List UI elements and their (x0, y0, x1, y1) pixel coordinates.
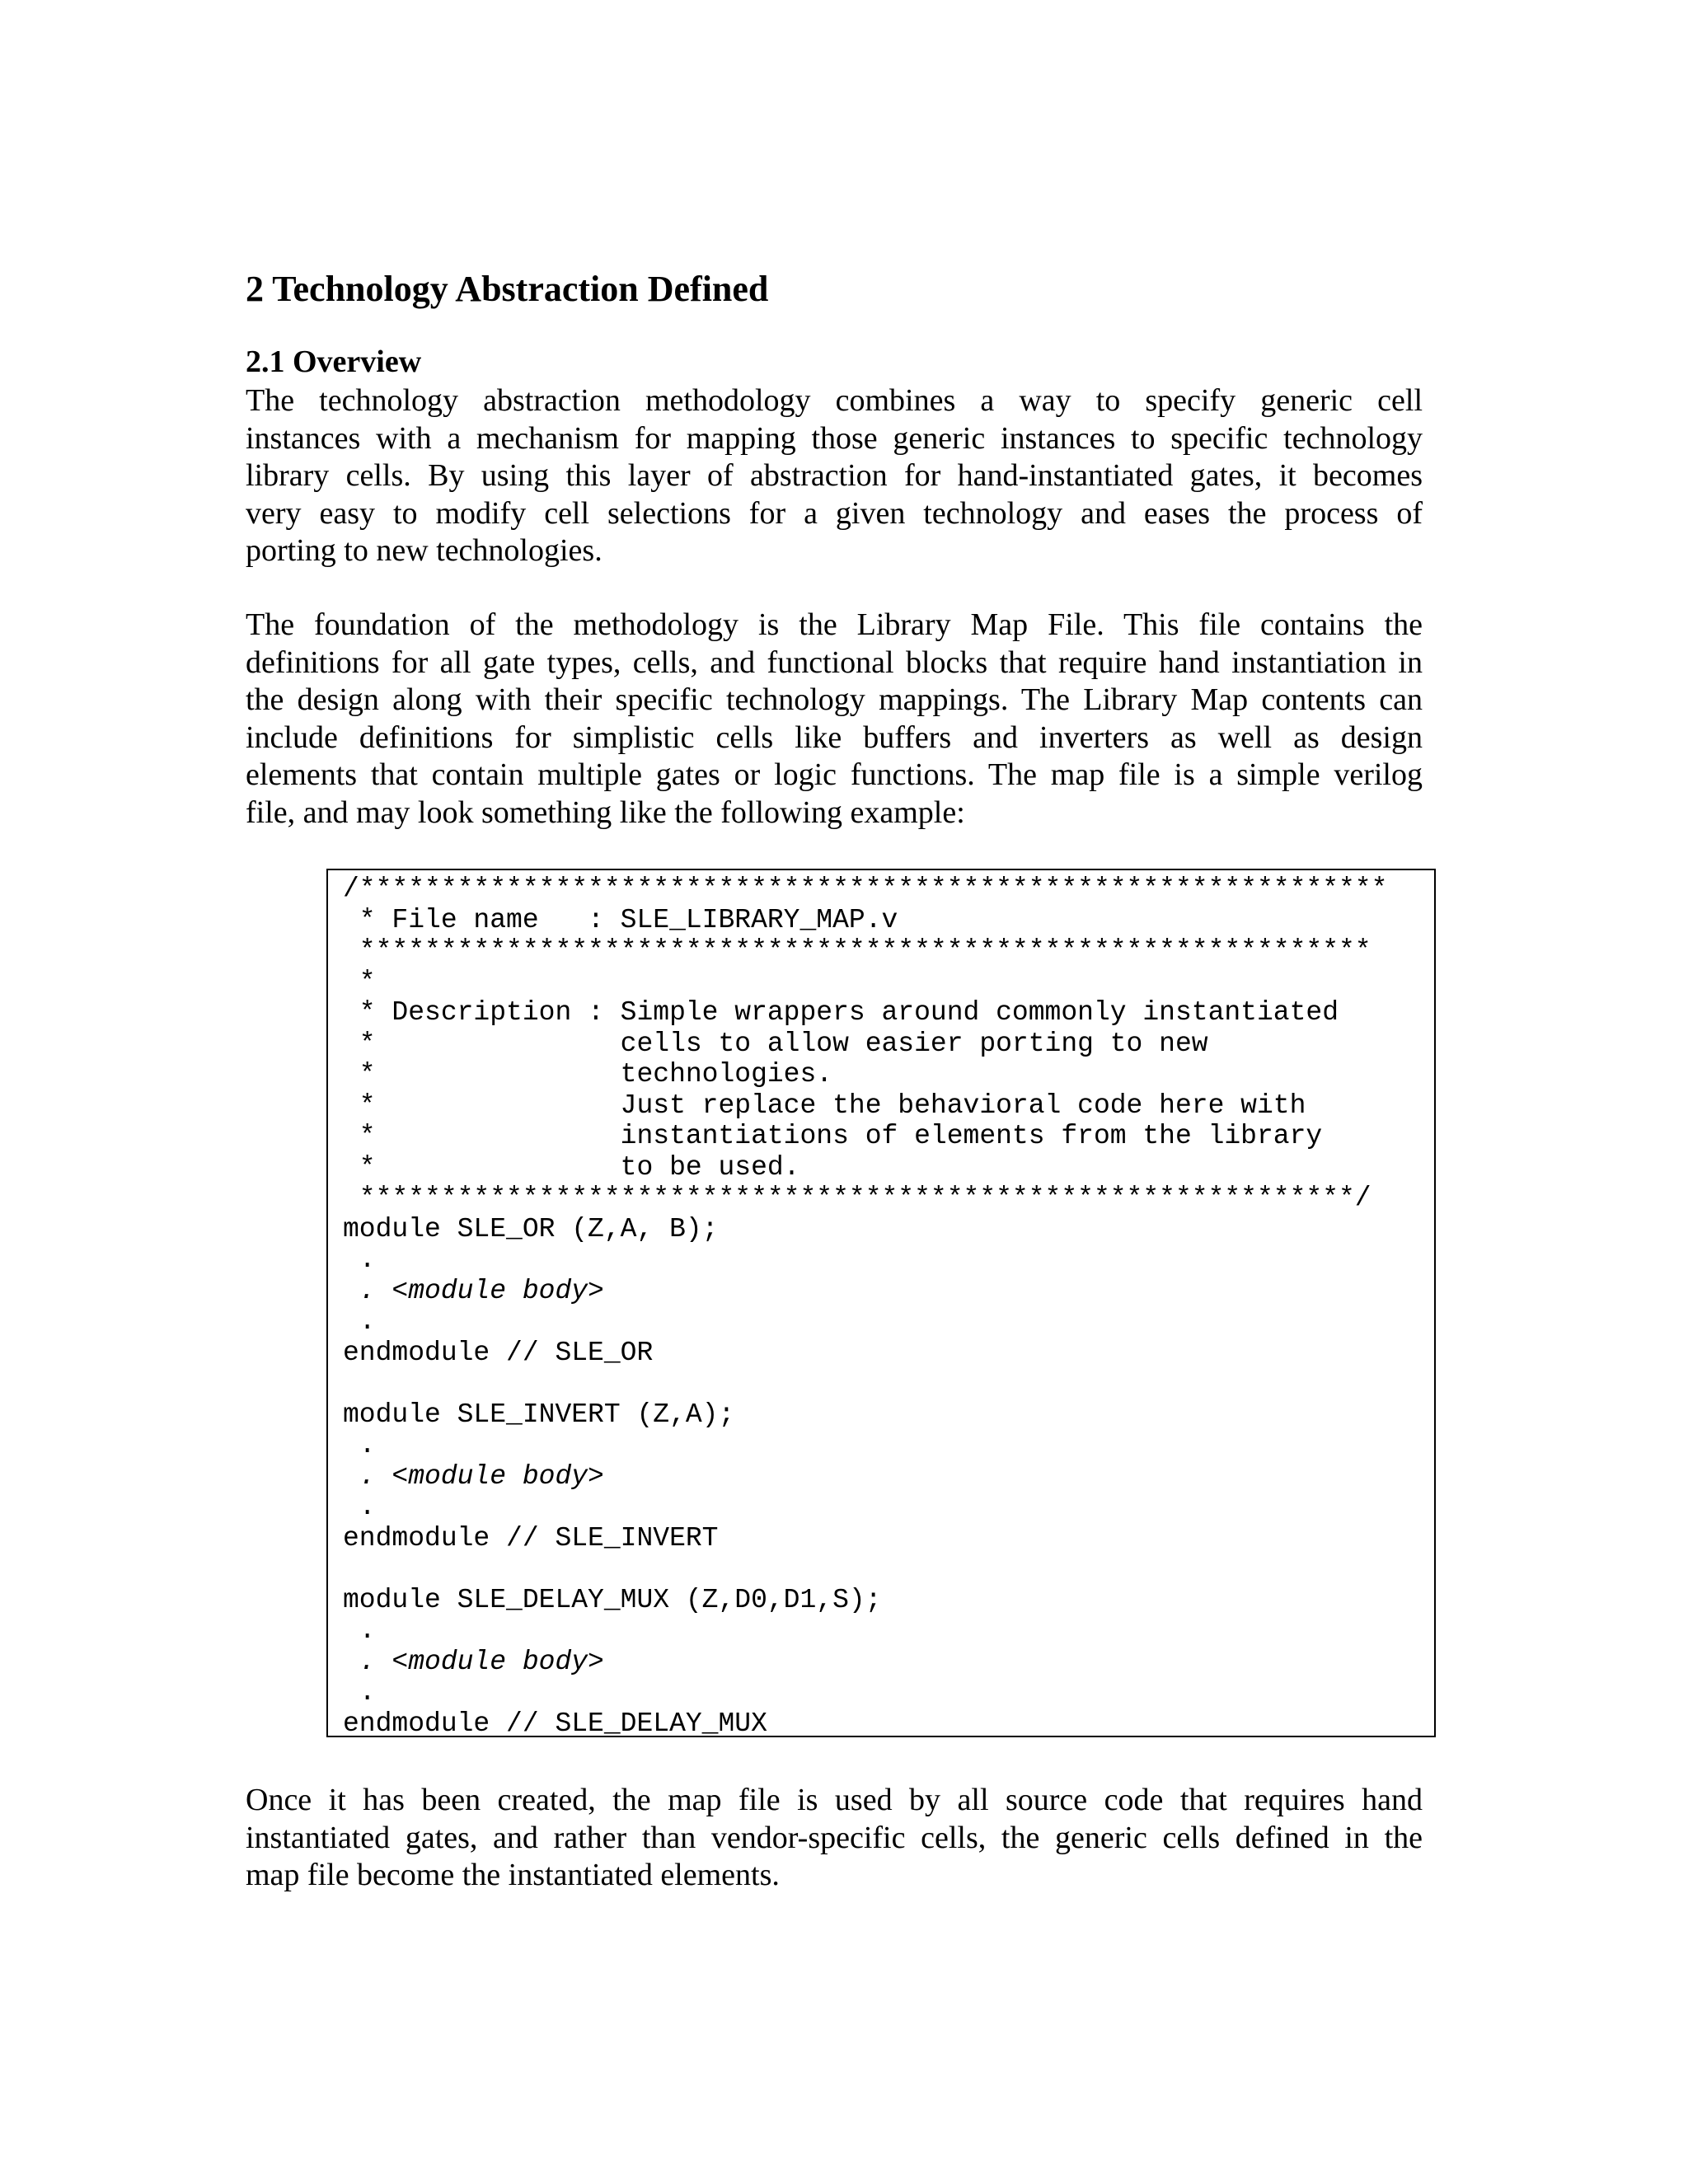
paragraph-line: The foundation of the methodology is the Library Map File. This file contains the (246, 607, 1423, 642)
code-line: *************************************************************/ (343, 1183, 1372, 1213)
code-line: . (343, 1430, 376, 1460)
code-line: . (343, 1244, 376, 1275)
paragraph-line: file, and may look something like the following example: (246, 794, 965, 830)
code-line: endmodule // SLE_INVERT (343, 1522, 719, 1554)
code-line: /*************************************************************** (343, 874, 1388, 904)
paragraph-line: porting to new technologies. (246, 533, 603, 569)
code-line: . (343, 1492, 376, 1522)
code-line: * (343, 966, 376, 997)
code-line (343, 1368, 1387, 1399)
paragraph-line: map file become the instantiated elements. (246, 1858, 780, 1893)
paragraph-line: instances with a mechanism for mapping those generic instances to specific technology (246, 420, 1423, 456)
code-line: . (343, 1615, 376, 1646)
code-line: * Description : Simple wrappers around commonly instantiated (343, 997, 1339, 1028)
paragraph-line: The technology abstraction methodology combines a way to specify generic cell (246, 383, 1423, 418)
code-example-box (326, 869, 1436, 1737)
code-line: module SLE_OR (Z,A, B); (343, 1213, 719, 1244)
code-line: . <module body> (343, 1646, 604, 1677)
code-line: * technologies. (343, 1059, 833, 1090)
code-line: module SLE_DELAY_MUX (Z,D0,D1,S); (343, 1584, 882, 1615)
overview-paragraph-2 (246, 607, 1423, 832)
code-line: * instantiations of elements from the library (343, 1121, 1323, 1151)
paragraph-line: very easy to modify cell selections for a given technology and eases the process of (246, 495, 1423, 531)
code-line: endmodule // SLE_DELAY_MUX (343, 1708, 767, 1739)
paragraph-line: the design along with their specific technology mappings. The Library Map contents can (246, 682, 1423, 718)
paragraph-line: Once it has been created, the map file is used by all source code that requires hand (246, 1783, 1423, 1817)
code-line: * cells to allow easier porting to new (343, 1028, 1208, 1059)
code-listing (343, 874, 1387, 1739)
paragraph-line: include definitions for simplistic cells like buffers and inverters as well as design (246, 719, 1423, 755)
chapter-heading: 2 Technology Abstraction Defined (246, 269, 769, 309)
section-heading: 2.1 Overview (246, 344, 422, 379)
code-line: endmodule // SLE_OR (343, 1337, 654, 1368)
code-line (343, 1554, 1387, 1585)
code-line: module SLE_INVERT (Z,A); (343, 1399, 735, 1430)
closing-paragraph (246, 1782, 1423, 1895)
code-line: . <module body> (343, 1275, 604, 1306)
code-line: . (343, 1677, 376, 1708)
code-line: . (343, 1306, 376, 1337)
code-line: * Just replace the behavioral code here with (343, 1090, 1306, 1121)
paragraph-line: instantiated gates, and rather than vendor-specific cells, the generic cells defined in the (246, 1820, 1423, 1855)
code-line: * File name : SLE_LIBRARY_MAP.v (343, 904, 898, 935)
paragraph-line: library cells. By using this layer of abstraction for hand-instantiated gates, it becomes (246, 458, 1423, 494)
paragraph-line: elements that contain multiple gates or logic functions. The map file is a simple verilog (246, 757, 1423, 793)
overview-paragraph-1 (246, 382, 1423, 570)
code-line: * to be used. (343, 1151, 800, 1183)
code-line: ************************************************************** (343, 935, 1372, 966)
paragraph-line: definitions for all gate types, cells, and functional blocks that require hand instantiation in (246, 644, 1423, 680)
code-line: . <module body> (343, 1460, 604, 1492)
